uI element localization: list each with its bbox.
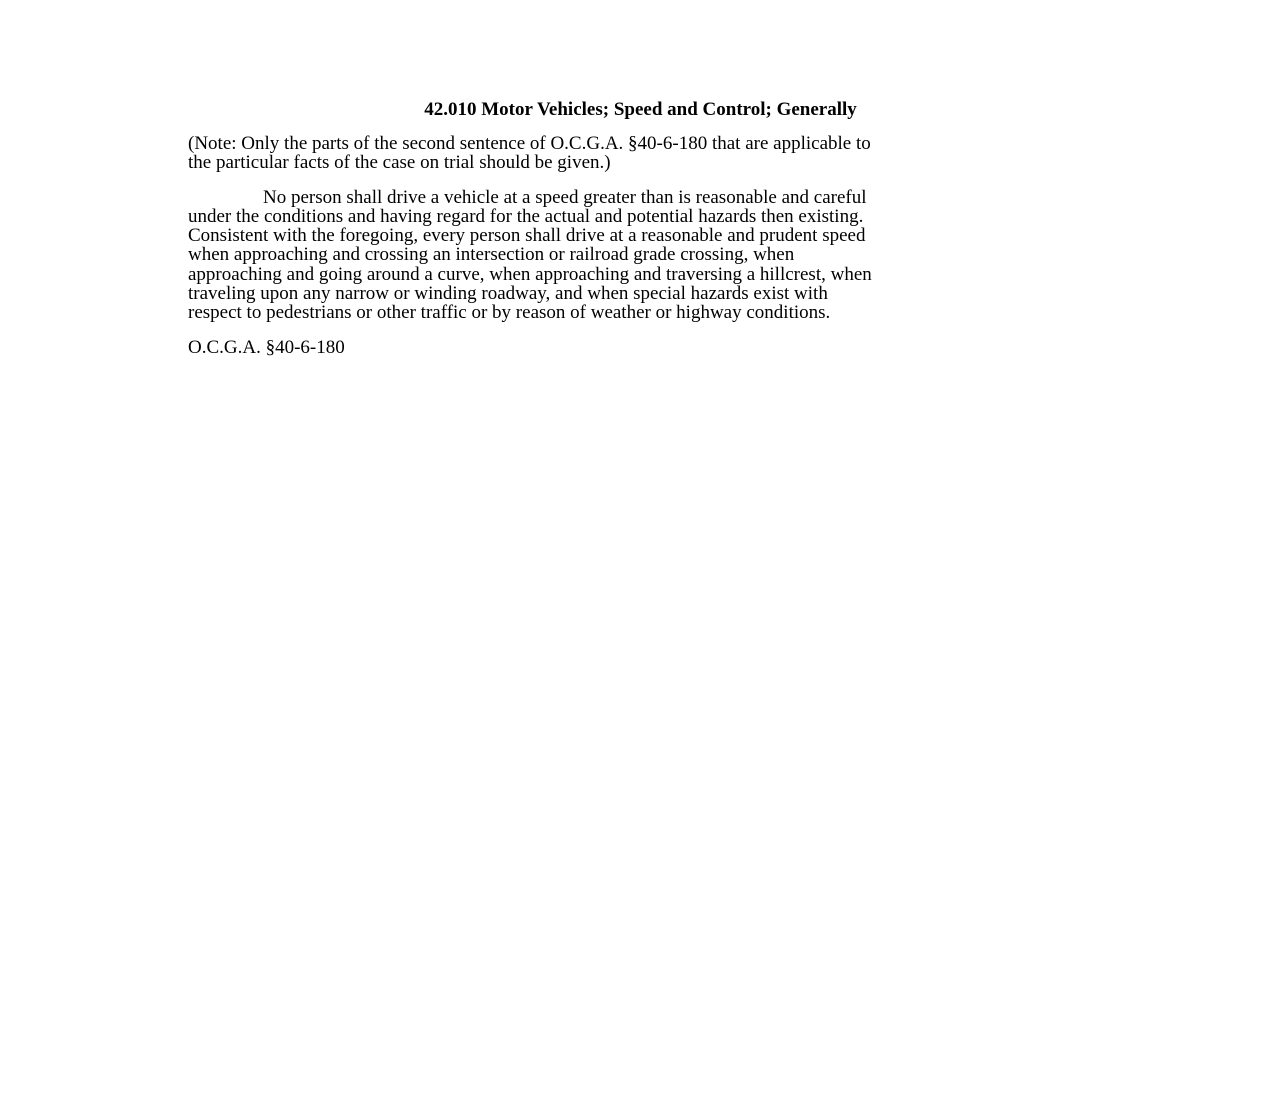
body-line: Consistent with the foregoing, every person shall drive at a reasonable and prudent speed — [188, 225, 866, 247]
note-paragraph — [188, 134, 1093, 173]
body-line: when approaching and crossing an intersection or railroad grade crossing, when — [188, 244, 795, 266]
document-title: 42.010 Motor Vehicles; Speed and Control; Generally — [424, 99, 857, 120]
note-line: the particular facts of the case on trial should be given.) — [188, 152, 611, 174]
body-line: traveling upon any narrow or winding roadway, and when special hazards exist with — [188, 283, 828, 305]
body-line: respect to pedestrians or other traffic or by reason of weather or highway conditions. — [188, 302, 831, 324]
body-line: approaching and going around a curve, when approaching and traversing a hillcrest, when — [188, 263, 872, 285]
note-line: (Note: Only the parts of the second sentence of O.C.G.A. §40-6-180 that are applicable to — [188, 133, 871, 154]
body-paragraph — [188, 188, 1093, 323]
document-page — [188, 98, 1093, 358]
body-line: No person shall drive a vehicle at a speed greater than is reasonable and careful — [263, 186, 867, 208]
statute-citation: O.C.G.A. §40-6-180 — [188, 336, 345, 358]
body-line: under the conditions and having regard for the actual and potential hazards then existing. — [188, 205, 864, 227]
